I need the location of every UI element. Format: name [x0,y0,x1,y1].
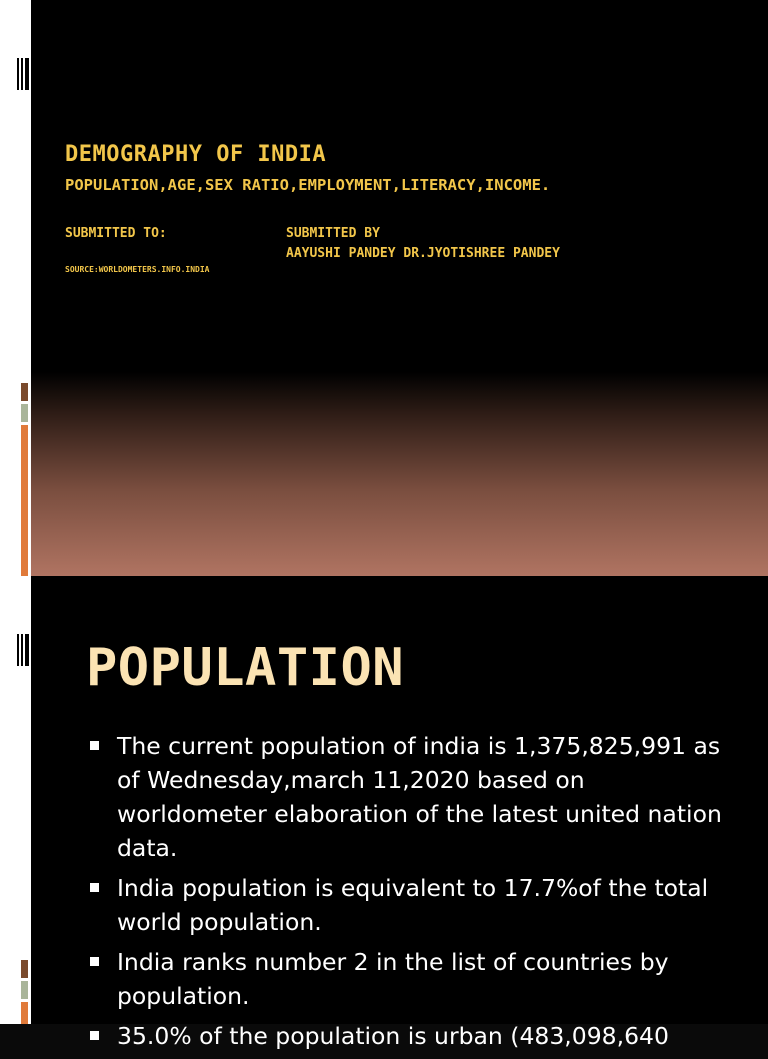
color-swatch-orange [21,1002,28,1024]
color-swatch-brown [21,960,28,978]
color-swatch-brown [21,383,28,401]
slide-left-bar [0,576,31,1024]
submitted-by-label: SUBMITTED BY [286,226,380,241]
color-swatch-sage [21,981,28,999]
bullet-item: India ranks number 2 in the list of countries by population. [90,945,740,1013]
population-slide [0,576,768,1050]
bullet-item: India population is equivalent to 17.7%of the total world population. [90,871,740,939]
title-slide-content [31,0,768,576]
slide-corner-mark-icon [17,634,29,666]
slide-left-bar [0,0,31,576]
population-bullet-list [90,729,740,1059]
slide-subtitle: POPULATION,AGE,SEX RATIO,EMPLOYMENT,LITERACY,INCOME. [65,176,551,194]
bullet-item: The current population of india is 1,375,825,991 as of Wednesday,march 11,2020 based on worldometer elaboration of the latest united nation data. [90,729,740,865]
color-swatch-orange [21,425,28,576]
population-title: POPULATION [86,638,405,698]
bullet-item: 35.0% of the population is urban (483,098,640 [90,1019,740,1053]
slide-corner-mark-icon [17,58,29,90]
authors-text: AAYUSHI PANDEY DR.JYOTISHREE PANDEY [286,246,560,261]
color-swatch-sage [21,404,28,422]
submitted-to-label: SUBMITTED TO: [65,226,167,241]
source-text: SOURCE:WORLDOMETERS.INFO.INDIA [65,265,210,274]
slide-title: DEMOGRAPHY OF INDIA [65,142,327,167]
